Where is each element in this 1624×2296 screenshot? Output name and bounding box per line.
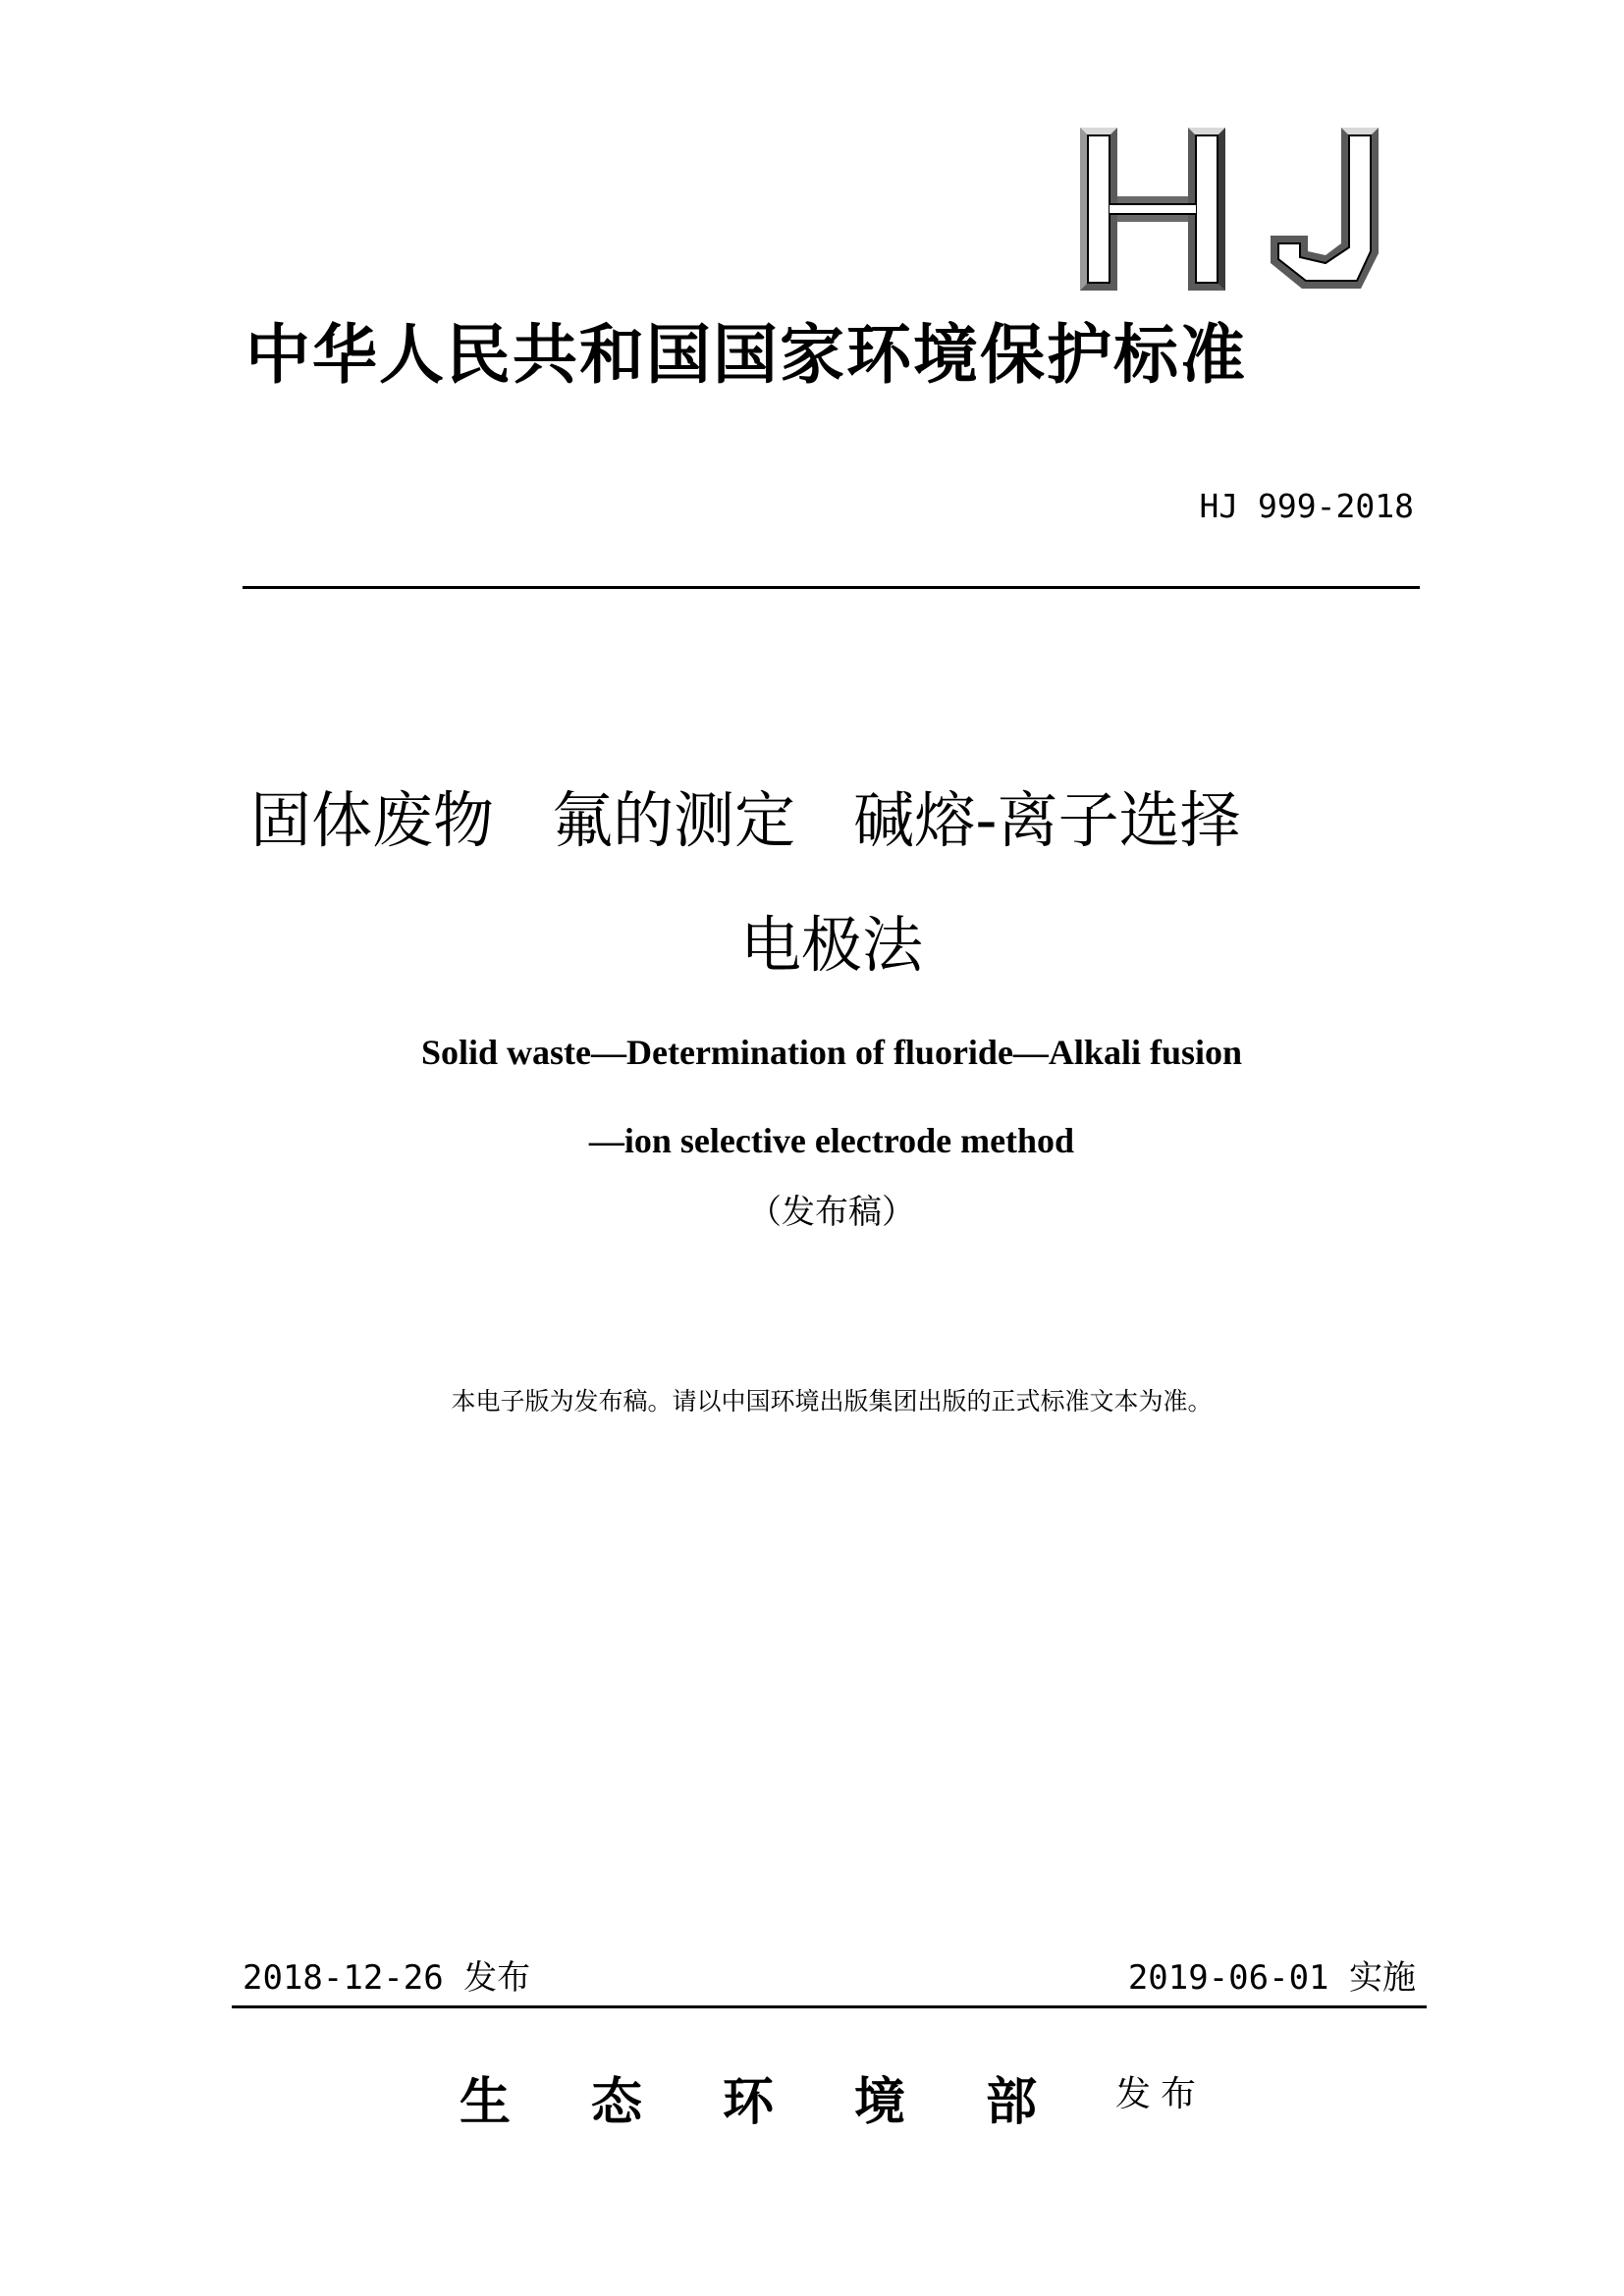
publish-label: 发布 <box>1115 2074 1207 2114</box>
logo-letter-j <box>1271 128 1379 289</box>
issuing-organization-title: 中华人民共和国国家环境保护标准 <box>245 317 1247 393</box>
footer-divider <box>232 2005 1427 2008</box>
logo-letter-h <box>1080 128 1225 291</box>
issue-date: 2018-12-26 发布 <box>243 1958 531 1998</box>
title-chinese-line-1: 固体废物 氟的测定 碱熔-离子选择 <box>250 784 1241 856</box>
hj-logo <box>1078 126 1382 293</box>
title-english-line-2: —ion selective electrode method <box>588 1121 1075 1160</box>
publishing-ministry: 生态环境部 <box>460 2072 1118 2132</box>
title-chinese-line-2: 电极法 <box>739 909 923 981</box>
standard-code: HJ 999-2018 <box>1199 487 1414 525</box>
draft-status-label: （发布稿） <box>748 1193 915 1232</box>
electronic-version-notice: 本电子版为发布稿。请以中国环境出版集团出版的正式标准文本为准。 <box>451 1387 1213 1415</box>
title-english-line-1: Solid waste—Determination of fluoride—Alkali fusion <box>420 1033 1242 1072</box>
effective-date: 2019-06-01 实施 <box>1127 1958 1416 1998</box>
header-divider <box>243 586 1420 589</box>
